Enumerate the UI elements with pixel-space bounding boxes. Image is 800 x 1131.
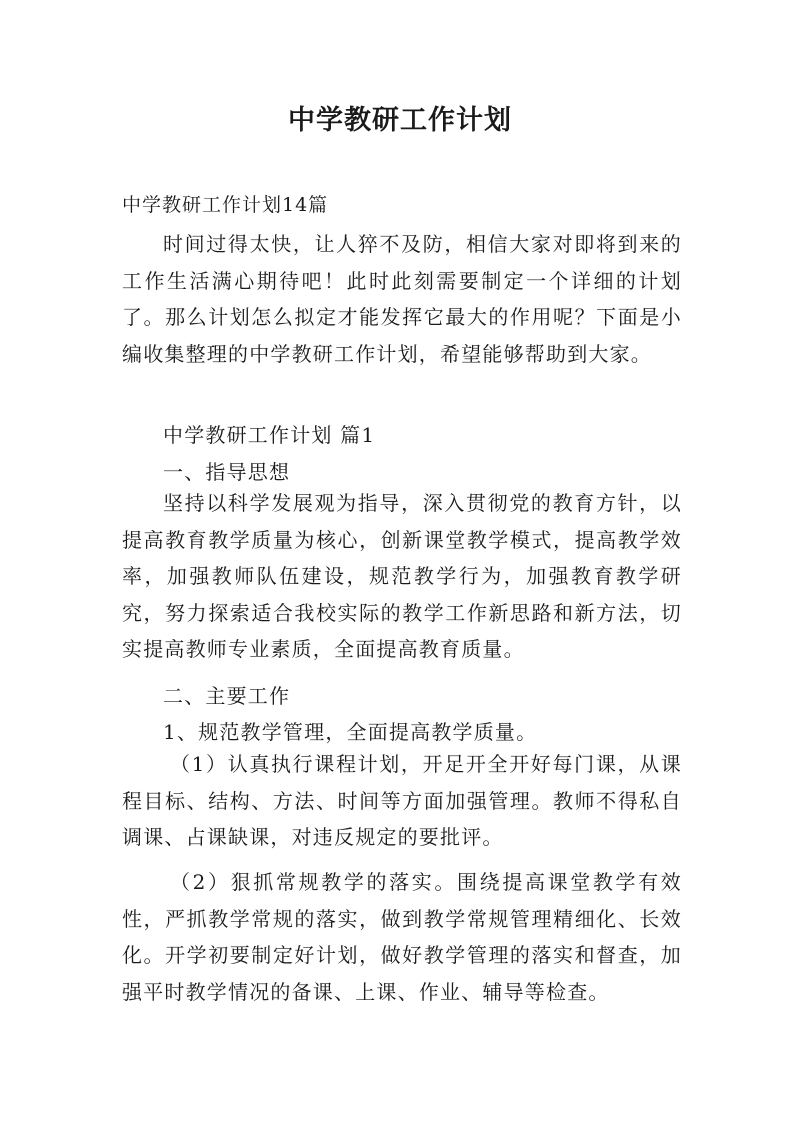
heading-guiding-thought: 一、指导思想: [163, 460, 291, 484]
item-teaching-management: 1、规范教学管理，全面提高教学质量。: [163, 720, 538, 744]
intro-paragraph: 时间过得太快，让人猝不及防，相信大家对即将到来的工作生活满心期待吧！此时此刻需要制定一个详细的计划了。那么计划怎么拟定才能发挥它最大的作用呢？下面是小编收集整理的中学教研工作计划，希望能够帮助到大家。: [122, 232, 682, 366]
document-subtitle: 中学教研工作计划14篇: [122, 194, 329, 216]
heading-main-work: 二、主要工作: [163, 684, 291, 708]
sub-item-routine-teaching: （2）狠抓常规教学的落实。围绕提高课堂教学有效性，严抓教学常规的落实，做到教学常规管理精细化、长效化。开学初要制定好计划，做好教学管理的落实和督查，加强平时教学情况的备课、上课、作业、辅导等检查。: [122, 870, 682, 1004]
sub-item-course-plan: （1）认真执行课程计划，开足开全开好每门课，从课程目标、结构、方法、时间等方面加强管理。教师不得私自调课、占课缺课，对违反规定的要批评。: [122, 752, 682, 849]
guiding-thought-paragraph: 坚持以科学发展观为指导，深入贯彻党的教育方针，以提高教育教学质量为核心，创新课堂教学模式，提高教学效率，加强教师队伍建设，规范教学行为，加强教育教学研究，努力探索适合我校实际的教学工作新思路和新方法，切实提高教师专业素质，全面提高教育质量。: [122, 491, 682, 661]
section-title: 中学教研工作计划 篇1: [163, 423, 376, 447]
document-title: 中学教研工作计划: [288, 105, 512, 136]
